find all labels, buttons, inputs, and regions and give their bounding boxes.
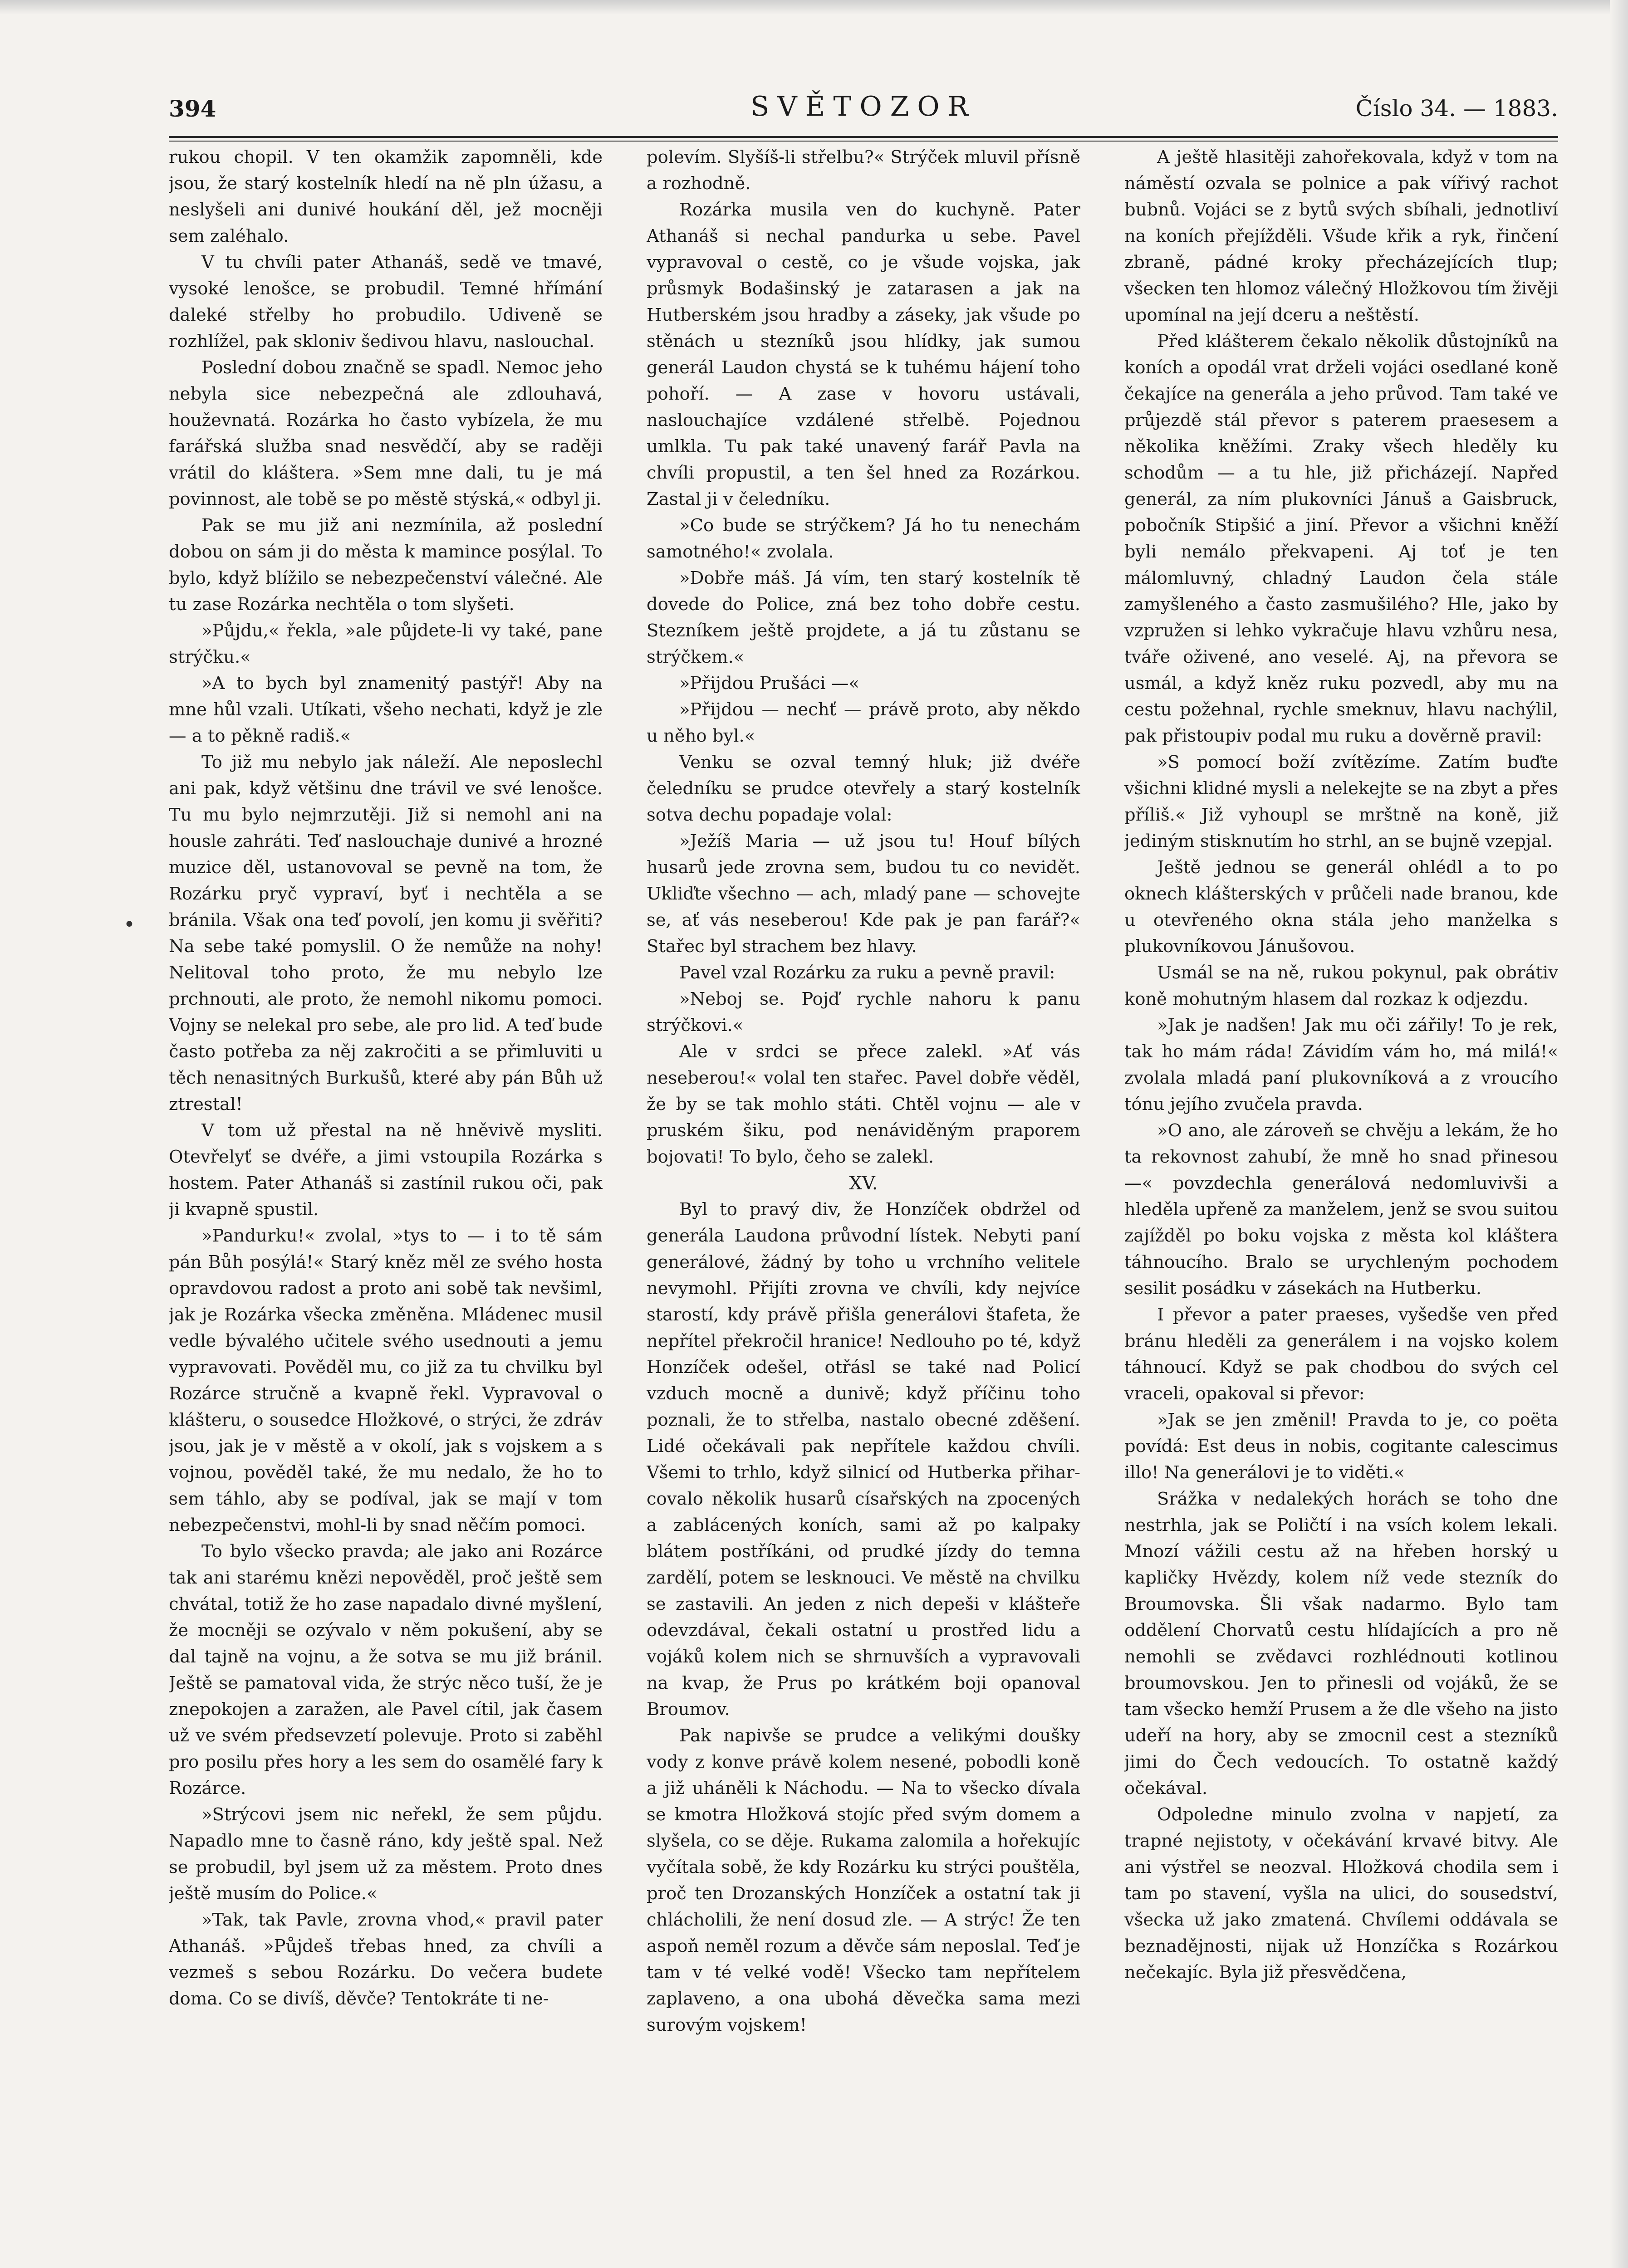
paragraph: Srážka v nedalekých horách se toho dne nestrhla, jak se Poličtí i na vsích kolem lekali. Mnozí vážili cestu až na hřeben horský u kapličky Hvězdy, kolem níž vede stezník do Broumovska. Šli však nadarmo. Bylo tam oddělení Chorvatů cestu hlídajících a pro ně nemohli se zvědavci rozhlédnouti kotlinou broumovskou. Jen to přinesli od vojáků, že se tam všecko hemží Prusem a že dle všeho na jisto udeří na hory, aby se zmocnil cest a stezníků jimi do Čech vedoucích. To ostatně každý očekával. [1124,1489,1558,1799]
paragraph: rukou chopil. V ten okamžik zapomněli, kde jsou, že starý kostelník hledí na ně pln úžasu, a neslyšeli ani dunivé houkání děl, jež mocněji sem zaléhalo. [169,147,603,246]
paragraph: I převor a pater praeses, vyšedše ven před bránu hleděli za generálem i na vojsko kolem táhnoucí. Když se pak chodbou do svých cel vraceli, opakoval si převor: [1124,1305,1558,1404]
section-heading: XV. [849,1173,878,1194]
page-header [169,91,1558,127]
header-rule [169,136,1558,142]
paragraph: To bylo všecko pravda; ale jako ani Rozárce tak ani starému knězi nepověděl, proč ještě sem chvátal, totiž že ho zase napadalo divné myšlení, že mocněji se ozývalo v něm pokušení, aby se dal tajně na vojnu, a že sotva se mu již bránil. Ještě se pamatoval vida, že strýc něco tuší, že je znepokojen a zaražen, ale Pavel cítil, jak časem už ve svém předsevzetí polevuje. Proto si zaběhl pro posilu přes hory a les sem do osamělé fary k Rozárce. [169,1541,603,1799]
paragraph: Rozárka musila ven do kuchyně. Pater Athanáš si nechal pandurka u sebe. Pavel vypravoval o cestě, co je všude vojska, jak průsmyk Bodašinský je zatarasen a jak na Hutberském jsou hradby a záseky, jak všude po stěnách u stezníků jsou hlídky, jak sumou generál Laudon chystá se k tuhému hájení toho pohoří. — A zase v hovoru ustávali, naslouchajíce vzdálené střelbě. Pojednou umlkla. Tu pak také unavený farář Pavla na chvíli propustil, a ten šel hned za Rozárkou. Zastal ji v čeledníku. [647,200,1080,509]
page-number: 394 [169,95,216,122]
paragraph: Pak se mu již ani nezmínila, až poslední dobou on sám ji do města k mamince posýlal. To bylo, když blížilo se nebezpečenství válečné. Ale tu zase Rozárka nechtěla o tom slyšeti. [169,515,603,615]
margin-mark: • [123,913,135,936]
paragraph: »Pandurku!« zvolal, »tys to — i to tě sám pán Bůh posýlá!« Starý kněz měl ze svého hosta opravdovou radost a proto ani sobě tak nevšiml, jak je Rozárka všecka změněna. Mládenec musil vedle bývalého učitele svého usednouti a jemu vypravovati. Pověděl mu, co již za tu chvilku byl Rozárce stručně a kvapně řekl. Vypravoval o klášteru, o sousedce Hložkové, o strýci, že zdráv jsou, jak je v městě a v okolí, jak s vojskem a s vojnou, pověděl také, že mu nedalo, že ho to sem táhlo, aby se podíval, jak se mají v tom nebezpečenstvi, mohl-li by snad něčím pomoci. [169,1226,603,1535]
paragraph: »Půjdu,« řekla, »ale půjdete-li vy také, pane strýčku.« [169,621,603,667]
paragraph: Pavel vzal Rozárku za ruku a pevně pravil: [679,963,1055,983]
paragraph: »Přijdou — nechť — právě proto, aby někdo u něho byl.« [647,699,1080,746]
paragraph: »Ježíš Maria — už jsou tu! Houf bílých husarů jede zrovna sem, budou tu co nevidět. Ukliďte všechno — ach, mladý pane — schovejte se, ať vás neseberou! Kde pak je pan farář?« Stařec byl strachem bez hlavy. [647,831,1080,957]
paragraph: A ještě hlasitěji zahořekovala, když v tom na náměstí ozvala se polnice a pak vířivý rachot bubnů. Vojáci se z bytů svých sbíhali, jednotliví na koních přejížděli. Všude křik a ryk, řinčení zbraně, pádné kroky přecházejících tlup; všecken ten hlomoz válečný Hložkovou tím živěji upomínal na její dceru a neštěstí. [1124,147,1558,325]
scan-edge-top [0,0,1628,15]
paragraph: Před klášterem čekalo několik důstojníků na koních a opodál vrat drželi vojáci osedlané koně čekajíce na generála a jeho průvod. Tam také ve průjezdě stál převor s paterem praesesem a několika kněžími. Zraky všech hleděly ku schodům — a tu hle, již přicházejí. Napřed generál, za ním plukovníci Jánuš a Gaisbruck, pobočník Stipšić a jiní. Převor a všichni kněží byli nemálo překvapeni. Aj toť je ten málomluvný, chladný Laudon čela stále zamyšleného a často zasmušilého? Hle, jako by vzpružen si lehko vykračuje hlavu vzhůru nesa, tváře oživené, ano veselé. Aj, na převora se usmál, a když kněz ruku pozvedl, aby mu na cestu požehnal, rychle smeknuv, hlavu nachýlil, pak přistoupiv podal mu ruku a dověrně pravil: [1124,331,1558,746]
paragraph: Odpoledne minulo zvolna v napjetí, za trapné nejistoty, v očekávání krvavé bitvy. Ale ani výstřel se neozval. Hložková chodila sem i tam po stavení, vyšla na ulici, do sousedství, všecka už jako zmatená. Chvílemi oddávala se beznadějnosti, nijak už Honzíčka s Rozárkou nečekajíc. Byla již přesvědčena, [1124,1804,1558,1983]
paragraph: Byl to pravý div, že Honzíček obdržel od generála Laudona průvodní lístek. Nebyti paní generálové, žádný by toho u vrchního velitele nevymohl. Přijíti zrovna ve chvíli, kdy nejvíce starostí, kdy právě přišla generálovi štafeta, že nepřítel překročil hranice! Nedlouho po té, když Honzíček odešel, otřásl se také nad Policí vzduch mocně a dunivě; když příčinu toho poznali, že to střelba, nastalo obecné zděšení. Lidé očekávali pak nepřítele každou chvíli. Všemi to trhlo, když silnicí od Hutberka přiharcovalo několik husarů císařských na zpocených a zablácených koních, sami až po kalpaky blátem postříkáni, od prudké jízdy do temna zardělí, potem se lesknouci. Ve městě na chvilku se zastavili. An jeden z nich depeši v klášteře odevzdával, čekali ostatní u prostřed lidu a vojáků kolem nich se shrnuvších a vypravovali na kvap, že Prus po krátkém boji opanoval Broumov. [647,1199,1080,1720]
column-2 [647,144,1080,2267]
text-columns [169,144,1558,2267]
paragraph: Ještě jednou se generál ohlédl a to po oknech klášterských v průčeli nade branou, kde u otevřeného okna stála jeho manželka s plukovníkovou Jánušovou. [1124,857,1558,957]
paragraph: »Jak je nadšen! Jak mu oči zářily! To je rek, tak ho mám ráda! Závidím vám ho, má milá!« zvolala mladá paní plukovníková a z vroucího tónu jejího zvučela pravda. [1124,1015,1558,1114]
column-3 [1124,144,1558,2267]
journal-title: SVĚTOZOR [750,91,976,122]
paragraph: »Strýcovi jsem nic neřekl, že sem půjdu. Napadlo mne to časně ráno, kdy ještě spal. Než se probudil, byl jsem už za městem. Proto dnes ještě musím do Police.« [169,1804,603,1904]
paragraph: Venku se ozval temný hluk; již dvéře čeledníku se prudce otevřely a starý kostelník sotva dechu popadaje volal: [647,752,1080,825]
paragraph: Usmál se na ně, rukou pokynul, pak obrátiv koně mohutným hlasem dal rozkaz k odjezdu. [1124,963,1558,1009]
paragraph: »O ano, ale zároveň se chvěju a lekám, že ho ta rekovnost zahubí, že mně ho snad přinesou —« povzdechla generálová nedomluvivši a hleděla upřeně za manželem, jenž se svou suitou zajížděl po boku vojska z města kol kláštera táhnoucího. Bralo se urychleným pochodem sesilit posádku v zásekách na Hutberku. [1124,1120,1558,1299]
paragraph: »S pomocí boží zvítězíme. Zatím buďte všichni klidné mysli a nelekejte se na zbyt a přes příliš.« Již vyhoupl se mrštně na koně, již jediným stisknutím ho strhl, an se bujně vzepjal. [1124,752,1558,851]
paragraph: V tu chvíli pater Athanáš, sedě ve tmavé, vysoké lenošce, se probudil. Temné hřímání daleké střelby ho probudilo. Udiveně se rozhlížel, pak skloniv šedivou hlavu, naslouchal. [169,252,603,352]
paragraph: Pak napivše se prudce a velikými doušky vody z konve právě kolem nesené, pobodli koně a již uháněli k Náchodu. — Na to všecko dívala se kmotra Hložková stojíc před svým domem a slyšela, co se děje. Rukama zalomila a hořekujíc vyčítala sobě, že kdy Rozárku ku strýci pouštěla, proč ten Drozanských Honzíček a ostatní tak ji chlácholili, že není dosud zle. — A strýc! Že ten aspoň neměl rozum a děvče sám neposlal. Teď je tam v té velké vodě! Všecko tam nepřítelem zaplaveno, a ona ubohá děvečka sama mezi surovým vojskem! [647,1725,1080,2035]
paragraph: »Neboj se. Pojď rychle nahoru k panu strýčkovi.« [647,989,1080,1036]
paragraph: polevím. Slyšíš-li střelbu?« Strýček mluvil přísně a rozhodně. [647,147,1080,194]
paragraph: V tom už přestal na ně hněvivě mysliti. Otevřelyť se dvéře, a jimi vstoupila Rozárka s hostem. Pater Athanáš si zastínil rukou oči, pak ji kvapně spustil. [169,1120,603,1220]
paragraph: »A to bych byl znamenitý pastýř! Aby na mne hůl vzali. Utíkati, všeho nechati, když je zle — a to pěkně radiš.« [169,673,603,746]
paragraph: »Přijdou Prušáci —« [679,673,859,694]
paragraph: To již mu nebylo jak náleží. Ale neposlechl ani pak, když většinu dne trávil ve své lenošce. Tu mu bylo nejmrzutěji. Již si nemohl ani na housle zahráti. Teď naslouchaje dunivé a hrozné muzice děl, ustanovoval se pevně na tom, že Rozárku pryč vypraví, byť i nechtěla a se bránila. Však ona teď povolí, jen komu ji svěřiti? Na sebe také pomyslil. O že nemůže na nohy! Nelitoval toho proto, že mu nebylo lze prchnouti, ale proto, že nemohl nikomu pomoci. Vojny se nelekal pro sebe, ale pro lid. A teď bude často potřeba za něj zakročiti a se přimluviti u těch nenasitných Burkušů, které aby pán Bůh už ztrestal! [169,752,603,1114]
paragraph: Poslední dobou značně se spadl. Nemoc jeho nebyla sice nebezpečná ale zdlouhavá, houževnatá. Rozárka ho často vybízela, že mu farářská služba snad nesvědčí, aby se raději vrátil do kláštera. »Sem mne dali, tu je má povinnost, ale tobě se po městě stýská,« odbyl ji. [169,357,603,509]
paragraph: »Co bude se strýčkem? Já ho tu nenechám samotného!« zvolala. [647,515,1080,562]
paragraph: »Tak, tak Pavle, zrovna vhod,« pravil pater Athanáš. »Půjdeš třebas hned, za chvíli a vezmeš s sebou Rozárku. Do večera budete doma. Co se divíš, děvče? Tentokráte ti ne- [169,1910,603,2009]
paragraph: »Jak se jen změnil! Pravda to je, co poëta povídá: Est deus in nobis, cogitante calescimus illo! Na generálovi je to viděti.« [1124,1410,1558,1483]
paragraph: »Dobře máš. Já vím, ten starý kostelník tě dovede do Police, zná bez toho dobře cestu. Stezníkem ještě projdete, a já tu zůstanu se strýčkem.« [647,568,1080,667]
issue-info: Číslo 34. — 1883. [1355,95,1558,122]
column-1 [169,144,603,2267]
scan-edge-right [1610,0,1628,2268]
paragraph: Ale v srdci se přece zalekl. »Ať vás neseberou!« volal ten stařec. Pavel dobře věděl, že by se tak mohlo státi. Chtěl vojnu — ale v pruském šiku, pod nenáviděným praporem bojovati! To bylo, čeho se zalekl. [647,1041,1080,1167]
